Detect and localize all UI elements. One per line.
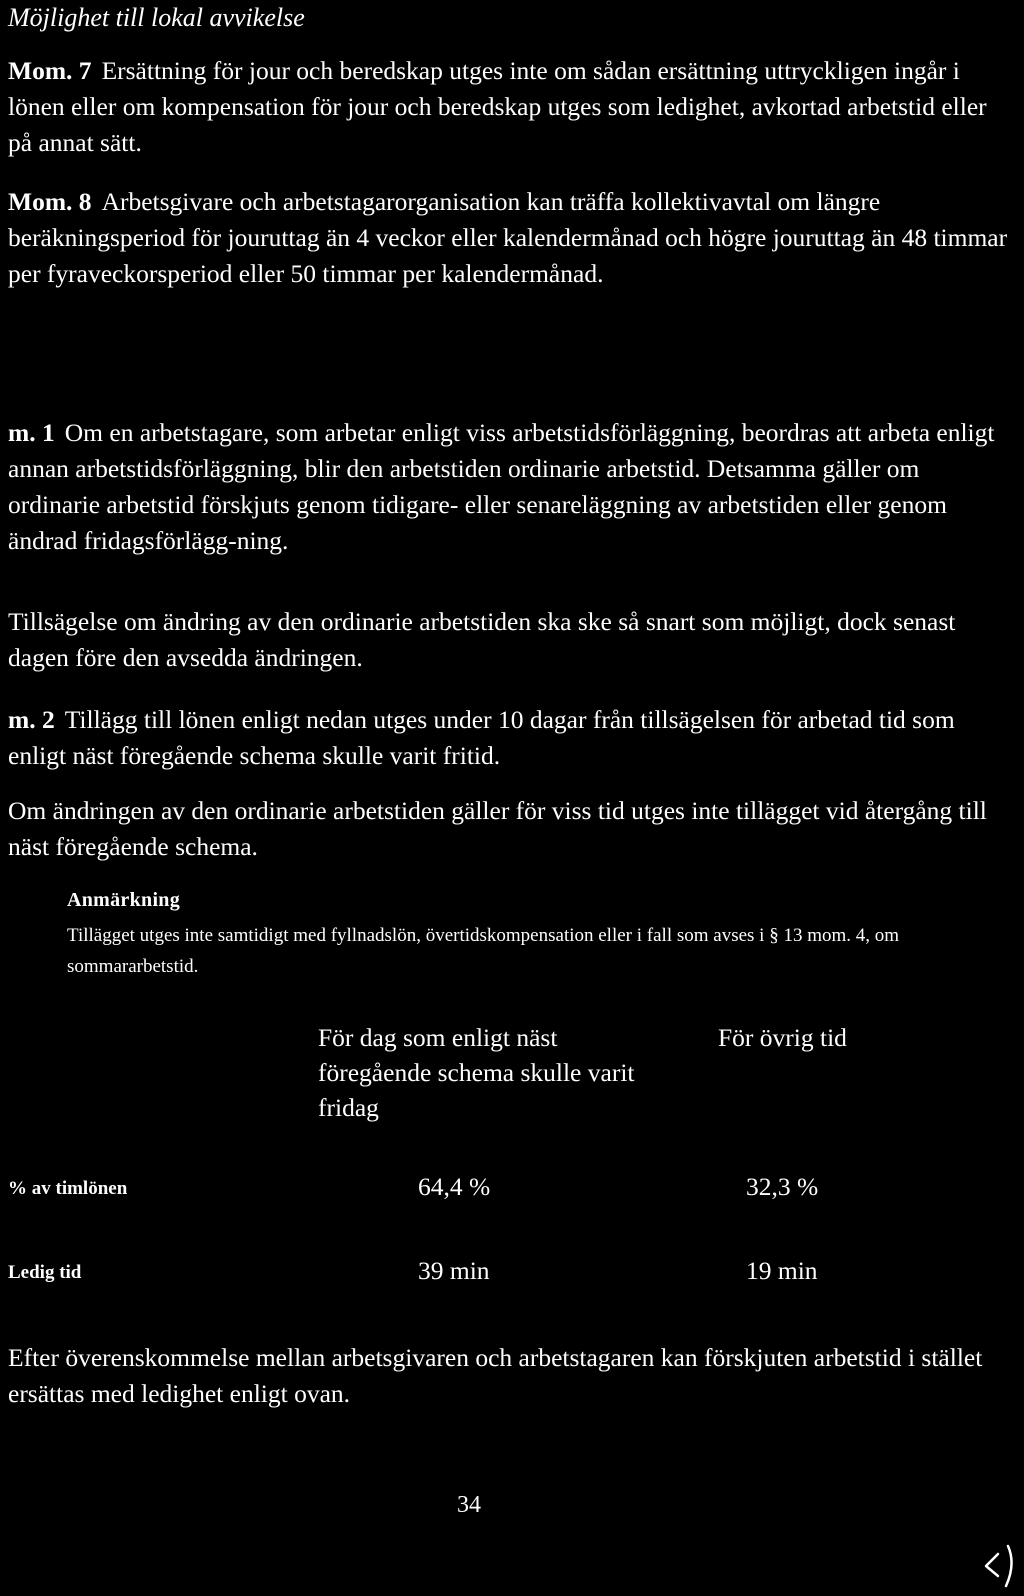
paragraph-return: Om ändringen av den ordinarie arbetstiden gäller för viss tid utges inte tillägget vid återgång till näst föregående schema. (8, 796, 987, 861)
section-heading: Möjlighet till lokal avvikelse (8, 3, 305, 32)
row-label-timlon: % av timlönen (8, 1178, 128, 1199)
paragraph-mom7 (8, 53, 1008, 161)
paragraph-after: Efter överenskommelse mellan arbetsgivaren och arbetstagaren kan förskjuten arbetstid i stället ersättas med ledighet enligt ovan. (8, 1343, 983, 1408)
mom8-label: Mom. 8 (8, 187, 92, 216)
m2-label: m. 2 (8, 705, 55, 734)
initials-mark-icon (978, 1540, 1018, 1590)
mom7-label: Mom. 7 (8, 56, 92, 85)
m2-text: Tillägg till lönen enligt nedan utges under 10 dagar från tillsägelsen för arbetad tid som enligt näst föregående schema skulle varit fritid. (8, 705, 955, 770)
table-col-header-2: För övrig tid (718, 1023, 847, 1052)
paragraph-m1 (8, 415, 1008, 559)
m1-text: Om en arbetstagare, som arbetar enligt viss arbetstidsförläggning, beordras att arbeta enligt annan arbetstidsförläggning, blir den arbetstiden ordinarie arbetstid. Detsamma gäller om ordinarie arbetstid förskjuts genom tidigare- eller senareläggning av arbetstiden eller genom ändrad fridagsförlägg-ning. (8, 418, 995, 555)
paragraph-notice: Tillsägelse om ändring av den ordinarie arbetstiden ska ske så snart som möjligt, dock senast dagen före den avsedda ändringen. (8, 607, 956, 672)
cell-ledig-fridag: 39 min (418, 1256, 490, 1285)
mom7-text: Ersättning för jour och beredskap utges inte om sådan ersättning uttryckligen ingår i lönen eller om kompensation för jour och beredskap utges som ledighet, avkortad arbetstid eller på annat sätt. (8, 56, 987, 157)
cell-timlon-fridag: 64,4 % (418, 1172, 491, 1201)
cell-timlon-ovrig: 32,3 % (746, 1172, 819, 1201)
note-text: Tillägget utges inte samtidigt med fyllnadslön, övertidskompensation eller i fall som avses i § 13 mom. 4, om sommararbetstid. (67, 925, 900, 977)
mom8-text: Arbetsgivare och arbetstagarorganisation kan träffa kollektivavtal om längre beräkningsperiod för jouruttag än 4 veckor eller kalendermånad och högre jouruttag än 48 timmar per fyraveckorsperiod eller 50 timmar per kalendermånad. (8, 187, 1008, 288)
note-title: Anmärkning (67, 889, 181, 911)
paragraph-mom8 (8, 184, 1008, 292)
table-col-header-1: För dag som enligt näst föregående schema skulle varit fridag (318, 1023, 635, 1122)
row-label-ledig-tid: Ledig tid (8, 1262, 82, 1283)
page-number: 34 (457, 1492, 481, 1518)
paragraph-m2 (8, 702, 1008, 774)
cell-ledig-ovrig: 19 min (746, 1256, 818, 1285)
m1-label: m. 1 (8, 418, 55, 447)
